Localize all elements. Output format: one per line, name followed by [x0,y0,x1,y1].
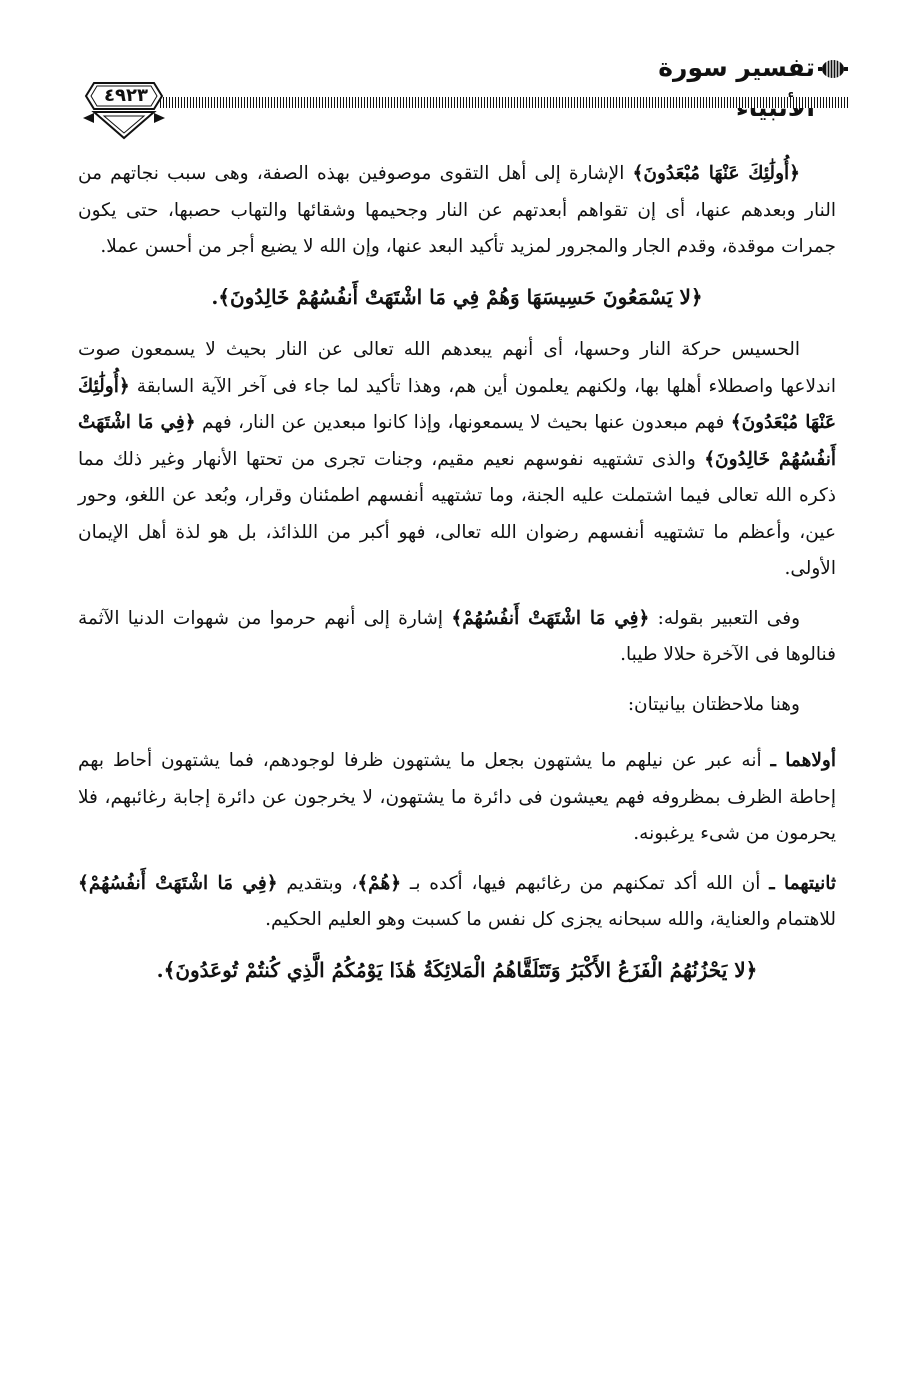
paragraph-text: الحسيس حركة النار وحسها، أى أنهم يبعدهم الله تعالى عن النار بحيث لا يسمعون صوت اندلاعها واصطلاء أهلها بها، ولكنهم يعلمون أين هم، وهذا تأكيد لما جاء فى آخر الآية السابقة [78,339,836,397]
running-header-title: تفسير سورة [658,53,815,82]
point-label: أولاهما ـ [770,750,836,771]
paragraph-text: أن الله أكد تمكنهم من رغائبهم فيها، أكده بـ [401,872,770,894]
paragraph-text: الإشارة إلى أهل التقوى موصوفين بهذه الصفة، وهى سبب نجاتهم من النار وبعدهم عنها، أى إن تقواهم أبعدتهم عن النار وجحيمها وشقائها والتهاب حصبها، حتى يكون جمرات موقدة، وقدم الجار والمجرور لمزيد تأكيد البعد عنها، وإن الله لا يضيع أجر من أحسن عملا. [78,163,836,257]
quran-quote: ﴿أُولَٰئِكَ عَنْهَا مُبْعَدُونَ﴾ [78,375,837,433]
paragraph-text: والذى تشتهيه نفوسهم نعيم مقيم، وجنات تجرى من تحتها الأنهار وغير ذلك مما ذكره الله تعالى فيما اشتملت عليه الجنة، وما تشتهيه أنفسهم اطمئنان وقرار، وبُعد عن اللغو، وحور عين، وأعظم ما تشتهيه أنفسهم رضوان الله تعالى، فهو أكبر من اللذائذ، بل هو لذة أهل الإيمان الأولى. [78,448,836,579]
paragraph-3 [78,601,836,674]
paragraph-text: للاهتمام والعناية، والله سبحانه يجزى كل نفس ما كسبت وهو العليم الحكيم. [265,909,836,930]
paragraph-text: وفى التعبير بقوله: [649,607,800,629]
header-ornament-icon [818,56,848,82]
quran-quote: ﴿فِي مَا اشْتَهَتْ أَنفُسُهُمْ﴾ [451,607,650,629]
paragraph-text: فهم مبعدون عنها بحيث لا يسمعونها، وإذا كانوا مبعدين عن النار، فهم [195,412,731,433]
point-label: ثانيتهما ـ [769,872,837,894]
quran-quote: ﴿فِي مَا اشْتَهَتْ أَنفُسُهُمْ﴾ [78,872,278,894]
paragraph-4: وهنا ملاحظتان بيانيتان: [627,693,800,715]
verse-heading-2: ﴿لا يَحْزُنُهُمُ الْفَزَعُ الأَكْبَرُ وَتَتَلَقَّاهُمُ الْمَلائِكَةُ هَٰذَا يَوْمُكُمُ الَّذِي كُنتُمْ تُوعَدُونَ﴾. [156,957,758,982]
paragraph-5 [78,743,836,853]
quran-quote: ﴿فِي مَا اشْتَهَتْ أَنفُسُهُمْ خَالِدُونَ﴾ [78,412,837,470]
quran-quote: ﴿أُولَٰئِكَ عَنْهَا مُبْعَدُونَ﴾ [632,163,800,184]
paragraph-1 [78,156,836,266]
paragraph-text: إشارة إلى أنهم حرموا من شهوات الدنيا الآثمة فنالوها فى الآخرة حلالا طيبا. [78,607,836,665]
page-number: ٤٩٢٣ [104,85,148,106]
header-rule [160,97,848,108]
quran-quote: ﴿هُمْ﴾ [357,872,402,894]
verse-heading-1: ﴿لا يَسْمَعُونَ حَسِيسَهَا وَهُمْ فِي مَا اشْتَهَتْ أَنفُسُهُمْ خَالِدُونَ﴾. [211,284,703,309]
paragraph-6 [78,866,836,939]
paragraph-2 [78,332,836,588]
paragraph-text: أنه عبر عن نيلهم ما يشتهون بجعل ما يشتهون ظرفا لوجودهم، فما يشتهون أحاط بهم إحاطة الظرف بمظروفه فهم يعيشون فى دائرة ما يشتهون، لا يخرجون عن دائرة إجابة رغائبهم، فلا يحرمون من شىء يرغبونه. [78,750,836,844]
paragraph-text: ، وبتقديم [277,872,358,894]
page-body [78,156,836,1005]
